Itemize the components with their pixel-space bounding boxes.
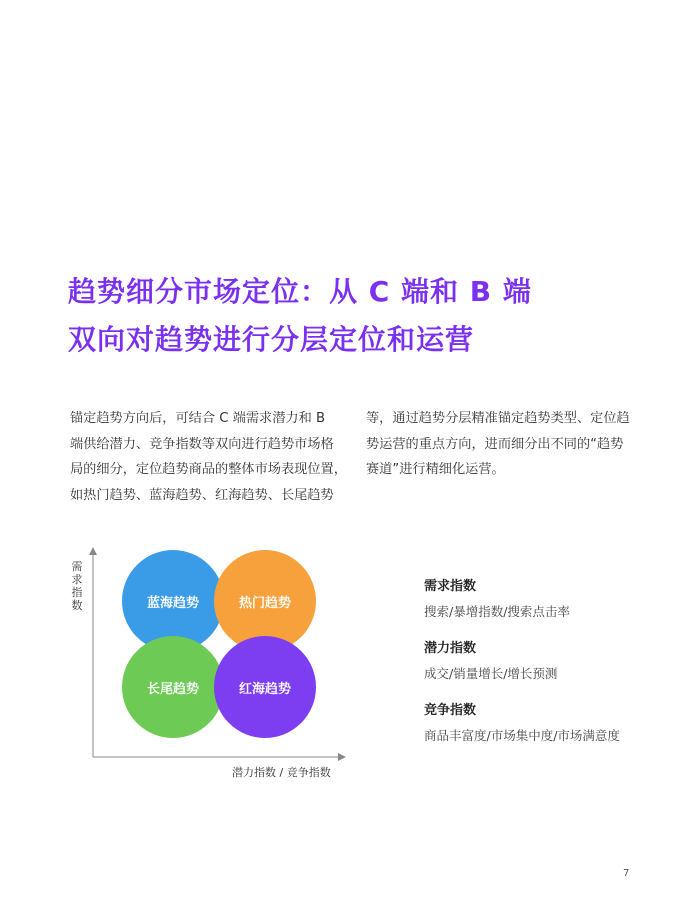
y-axis-label xyxy=(70,560,84,612)
quadrant-long-tail xyxy=(122,636,224,738)
metric-demand xyxy=(424,578,664,621)
page-title xyxy=(68,268,668,364)
body-line: 局的细分，定位趋势商品的整体市场表现位置， xyxy=(70,462,347,477)
quadrant-label: 长尾趋势 xyxy=(146,681,199,697)
metric-description: 搜索/暴增指数/搜索点击率 xyxy=(424,604,570,619)
body-line: 如热门趋势、蓝海趋势、红海趋势、长尾趋势 xyxy=(70,487,334,503)
metric-description: 商品丰富度/市场集中度/市场满意度 xyxy=(424,728,620,743)
body-line: 势运营的重点方向，进而细分出不同的“趋势 xyxy=(366,436,624,452)
body-paragraph-left xyxy=(70,406,347,508)
quadrant-label: 蓝海趋势 xyxy=(146,595,199,611)
metric-potential xyxy=(424,640,664,683)
metric-competition xyxy=(424,702,664,745)
body-paragraph-right xyxy=(366,406,638,483)
metric-description: 成交/销量增长/增长预测 xyxy=(424,666,558,681)
y-axis-arrow-icon xyxy=(89,547,97,555)
quadrant-red-ocean xyxy=(214,636,316,738)
page-title-line-2: 双向对趋势进行分层定位和运营 xyxy=(68,323,475,356)
page-title-line-1: 趋势细分市场定位：从 C 端和 B 端 xyxy=(68,275,532,308)
x-axis-arrow-icon xyxy=(338,753,346,761)
metric-title: 需求指数 xyxy=(424,579,477,594)
body-line: 等，通过趋势分层精准锚定趋势类型、定位趋 xyxy=(366,411,630,426)
y-axis-label-char: 需 xyxy=(71,560,83,573)
body-line: 端供给潜力、竞争指数等双向进行趋势市场格 xyxy=(70,436,334,452)
metric-title: 潜力指数 xyxy=(424,641,477,656)
metric-title: 竞争指数 xyxy=(424,703,477,718)
y-axis-label-char: 数 xyxy=(71,599,83,612)
body-line: 赛道”进行精细化运营。 xyxy=(366,462,505,477)
body-line: 锚定趋势方向后，可结合 C 端需求潜力和 B xyxy=(70,411,326,426)
quadrant-label: 热门趋势 xyxy=(238,595,291,611)
quadrant-label: 红海趋势 xyxy=(238,681,291,697)
page-number: 7 xyxy=(623,868,630,879)
y-axis-label-char: 指 xyxy=(71,586,83,599)
x-axis-label: 潜力指数 / 竞争指数 xyxy=(232,766,331,779)
y-axis-label-char: 求 xyxy=(71,573,83,586)
